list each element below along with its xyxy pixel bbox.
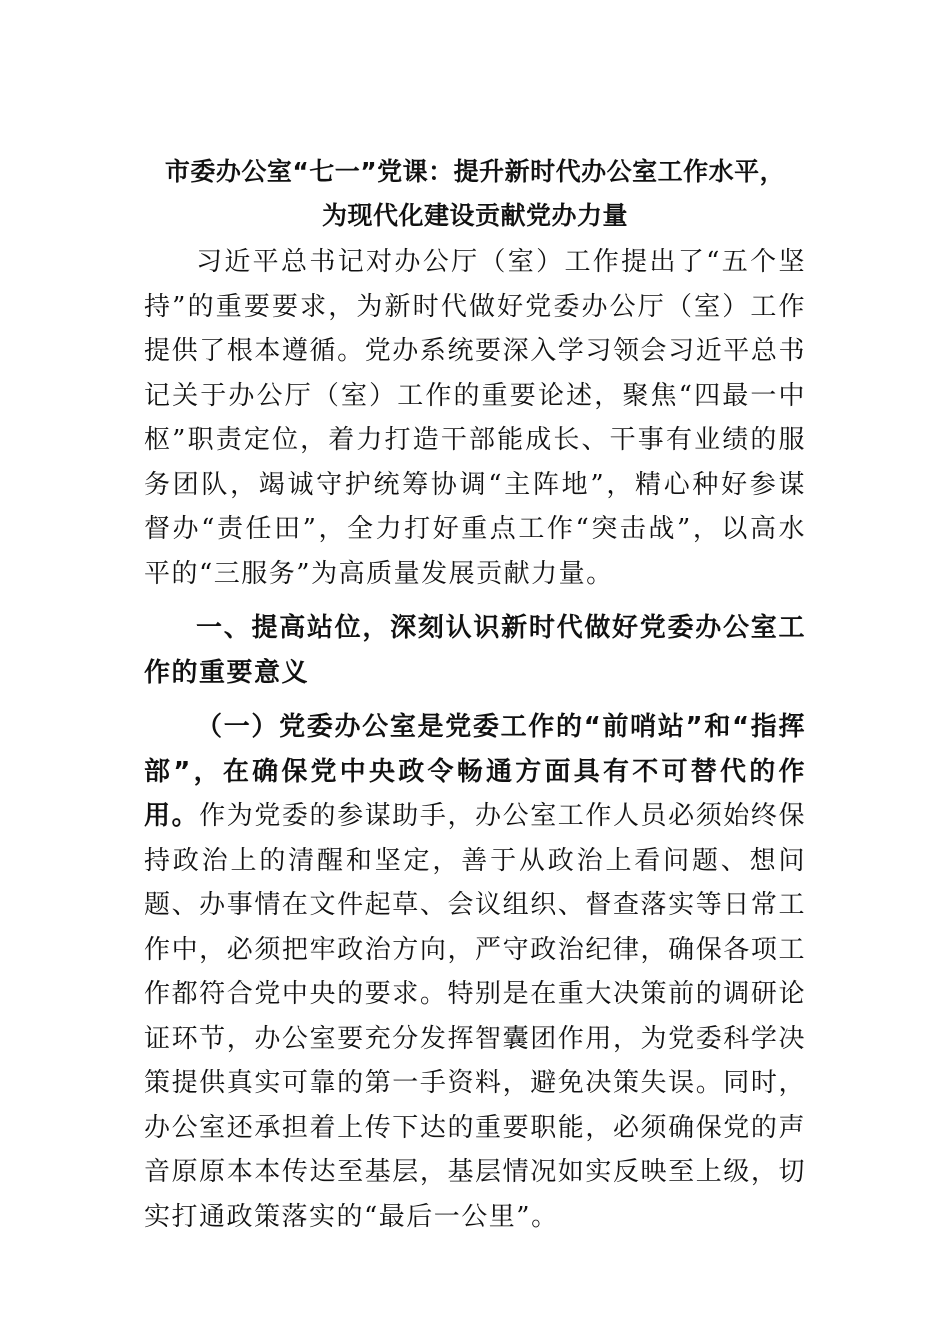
subsection-1-lead: （一）党委办公室是党委工作的“前哨站”和“指挥部”，在确保党中央政令畅通方面具有不可替代的作用。 — [144, 712, 806, 831]
subsection-1-body: 作为党委的参谋助手，办公室工作人员必须始终保持政治上的清醒和坚定，善于从政治上看问题、想问题、办事情在文件起草、会议组织、督查落实等日常工作中，必须把牢政治方向，严守政治纪律，确保各项工作都符合党中央的要求。特别是在重大决策前的调研论证环节，办公室要充分发挥智囊团作用，为党委科学决策提供真实可靠的第一手资料，避免决策失误。同时，办公室还承担着上传下达的重要职能，必须确保党的声音原原本本传达至基层，基层情况如实反映至上级，切实打通政策落实的“最后一公里”。 — [144, 801, 806, 1232]
section-1-heading: 一、提高站位，深刻认识新时代做好党委办公室工作的重要意义 — [144, 613, 806, 688]
title-line-1: 市委办公室“七一”党课：提升新时代办公室工作水平， — [164, 157, 786, 186]
subsection-1-paragraph — [144, 705, 806, 1239]
title-line-2: 为现代化建设贡献党办力量 — [321, 201, 628, 230]
document-title — [144, 150, 806, 238]
intro-paragraph: 习近平总书记对办公厅（室）工作提出了“五个坚持”的重要要求，为新时代做好党委办公厅（室）工作提供了根本遵循。党办系统要深入学习领会习近平总书记关于办公厅（室）工作的重要论述，聚焦“四最一中枢”职责定位，着力打造干部能成长、干事有业绩的服务团队，竭诚守护统筹协调“主阵地”，精心种好参谋督办“责任田”，全力打好重点工作“突击战”，以高水平的“三服务”为高质量发展贡献力量。 — [144, 247, 806, 589]
